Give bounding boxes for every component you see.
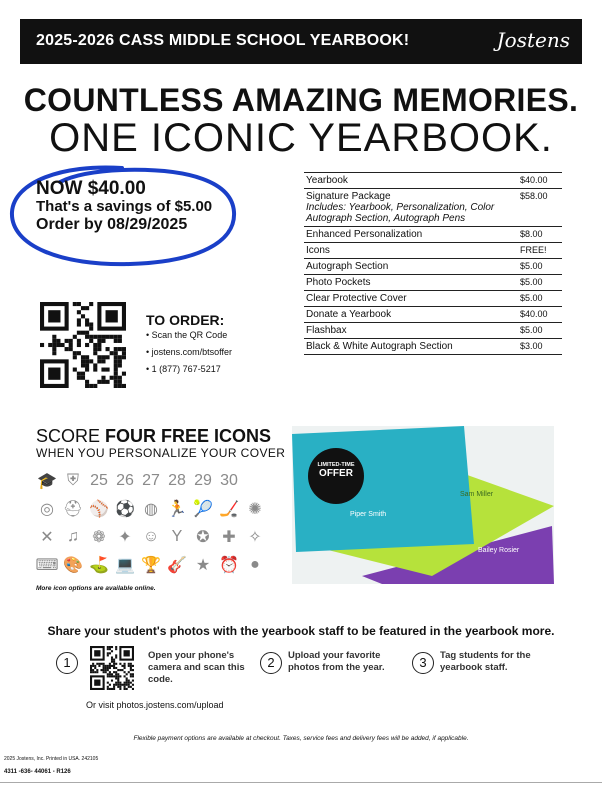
upload-link[interactable]: Or visit photos.jostens.com/upload [86, 700, 224, 710]
price-item-name: Signature Package [306, 191, 391, 202]
price-item [304, 291, 518, 307]
price-item-note: Includes: Yearbook, Personalization, Color Autograph Section, Autograph Pens [306, 202, 495, 224]
headline-line1: COUNTLESS AMAZING MEMORIES. [23, 82, 579, 118]
price-item-name: Yearbook [306, 175, 348, 186]
upload-qr-code[interactable] [90, 646, 134, 690]
headline-line2: ONE ICONIC YEARBOOK. [49, 116, 553, 160]
limited-offer-badge [308, 448, 364, 504]
volleyball-icon: ◍ [144, 501, 158, 518]
price-item [304, 323, 518, 339]
music-notes-icon: ♫ [67, 528, 79, 545]
price-item [304, 173, 518, 189]
class-2030-icon: 30 [220, 472, 238, 489]
step-3-text: Tag students for the yearbook staff. [440, 650, 531, 673]
baseball-icon: ⚾ [89, 501, 109, 518]
book-name-sam: Sam Miller [460, 491, 494, 498]
price-item-name: Donate a Yearbook [306, 309, 392, 320]
hockey-sticks-icon: ✕ [40, 529, 54, 546]
price-value: $40.00 [518, 173, 562, 189]
price-item [304, 307, 518, 323]
header-title: 2025-2026 CASS MIDDLE SCHOOL YEARBOOK! [36, 32, 410, 49]
price-value: FREE! [518, 243, 562, 259]
class-2026-icon: 26 [116, 472, 134, 489]
price-table [304, 172, 562, 355]
share-title: Share your student's photos with the yearbook staff to be featured in the yearbook more. [47, 624, 555, 638]
soccer-ball-icon: ⚽ [115, 501, 135, 518]
price-row [304, 339, 562, 355]
price-item [304, 259, 518, 275]
icons-note: More icon options are available online. [36, 585, 156, 592]
order-title: TO ORDER: [146, 312, 225, 328]
jostens-logo: Jostens [496, 28, 570, 52]
golf-icon: ⛳ [89, 557, 109, 574]
price-row [304, 243, 562, 259]
step-2-text: Upload your favorite photos from the year. [288, 650, 385, 673]
price-item [304, 275, 518, 291]
graduation-cap-icon: 🎓 [37, 473, 57, 490]
order-item-phone[interactable]: • 1 (877) 767-5217 [146, 364, 232, 374]
price-item [304, 189, 518, 227]
price-item-name: Clear Protective Cover [306, 293, 407, 304]
yearbook-photo [292, 426, 554, 584]
price-value: $5.00 [518, 259, 562, 275]
price-item [304, 243, 518, 259]
icons-title-plain: SCORE [36, 426, 106, 446]
step-3-number: 3 [412, 652, 434, 674]
footer-code: 4311 -636- 44061 - R126 [4, 769, 71, 775]
badge-top-text: LIMITED-TIME [317, 462, 355, 468]
price-row [304, 307, 562, 323]
icons-subtitle: WHEN YOU PERSONALIZE YOUR COVER [36, 446, 286, 460]
price-item-name: Autograph Section [306, 261, 389, 272]
crest-icon: ⛨ [66, 472, 79, 489]
hockey-icon: 🏒 [219, 501, 239, 518]
book-name-piper: Piper Smith [350, 511, 387, 518]
price-item [304, 339, 518, 355]
fine-print: Flexible payment options are available at checkout. Taxes, service fees and delivery fees will be added, if applicable. [133, 735, 469, 742]
guitar-icon: 🎸 [167, 557, 187, 574]
icons-title [36, 426, 271, 447]
order-qr-code[interactable] [40, 302, 126, 388]
price-row [304, 291, 562, 307]
star-icon: ★ [195, 557, 211, 574]
header-bar [20, 19, 582, 64]
price-item-name: Flashbax [306, 325, 347, 336]
book-name-bailey: Bailey Rosier [478, 547, 520, 554]
order-list [146, 330, 232, 381]
price-value: $58.00 [518, 189, 562, 227]
icons-title-bold: FOUR FREE ICONS [105, 426, 272, 446]
alarm-clock-icon: ⏰ [219, 557, 239, 574]
laptop-icon: 💻 [115, 557, 135, 574]
offer-savings: That's a savings of $5.00 [36, 198, 213, 215]
price-item [304, 227, 518, 243]
trophy-icon: 🏆 [141, 557, 161, 574]
price-value: $5.00 [518, 323, 562, 339]
cowboy-icon: ✧ [248, 529, 262, 546]
dancer-icon: ✦ [118, 529, 132, 546]
price-row [304, 189, 562, 227]
offer-deadline: Order by 08/29/2025 [36, 216, 188, 233]
price-item-name: Black & White Autograph Section [306, 341, 453, 352]
class-2029-icon: 29 [194, 472, 212, 489]
step-2-number: 2 [260, 652, 282, 674]
price-item-name: Icons [306, 245, 330, 256]
step-1-text: Open your phone's camera and scan this code. [148, 650, 245, 685]
badge-main-text: OFFER [319, 468, 353, 479]
class-2025-icon: 25 [90, 472, 108, 489]
price-row [304, 323, 562, 339]
class-2028-icon: 28 [168, 472, 186, 489]
price-row [304, 227, 562, 243]
price-value: $3.00 [518, 339, 562, 355]
gymnast-icon: Y [171, 528, 183, 545]
footer-copyright: 2025 Jostens, Inc. Printed in USA. 242105 [4, 756, 99, 762]
tennis-icon: 🎾 [193, 501, 213, 518]
price-row [304, 275, 562, 291]
class-2027-icon: 27 [142, 472, 160, 489]
price-row [304, 173, 562, 189]
runner-icon: 🏃 [167, 501, 187, 518]
basketball-icon: ◎ [40, 501, 54, 518]
cheer-icon: ✺ [248, 501, 262, 518]
order-item-scan: • Scan the QR Code [146, 330, 232, 340]
price-value: $5.00 [518, 291, 562, 307]
icon-grid [36, 470, 276, 582]
order-item-website[interactable]: • jostens.com/btsoffer [146, 347, 232, 357]
bowling-icon: ● [250, 556, 260, 573]
price-row [304, 259, 562, 275]
price-value: $5.00 [518, 275, 562, 291]
price-value: $8.00 [518, 227, 562, 243]
step-1-number: 1 [56, 652, 78, 674]
empty-icon-slot [244, 470, 266, 492]
price-item-name: Enhanced Personalization [306, 229, 423, 240]
swimmer-icon: ✪ [196, 529, 210, 546]
paw-prints-icon: ❁ [92, 529, 106, 546]
price-item-name: Photo Pockets [306, 277, 371, 288]
wrestler-icon: ✚ [222, 529, 236, 546]
theater-masks-icon: ☺ [142, 528, 160, 545]
offer-price: NOW $40.00 [36, 178, 146, 199]
computer-icon: ⌨ [35, 557, 59, 574]
price-value: $40.00 [518, 307, 562, 323]
paint-palette-icon: 🎨 [63, 557, 83, 574]
football-helmet-icon: ⛑ [62, 501, 84, 518]
footer-rule [0, 782, 602, 783]
